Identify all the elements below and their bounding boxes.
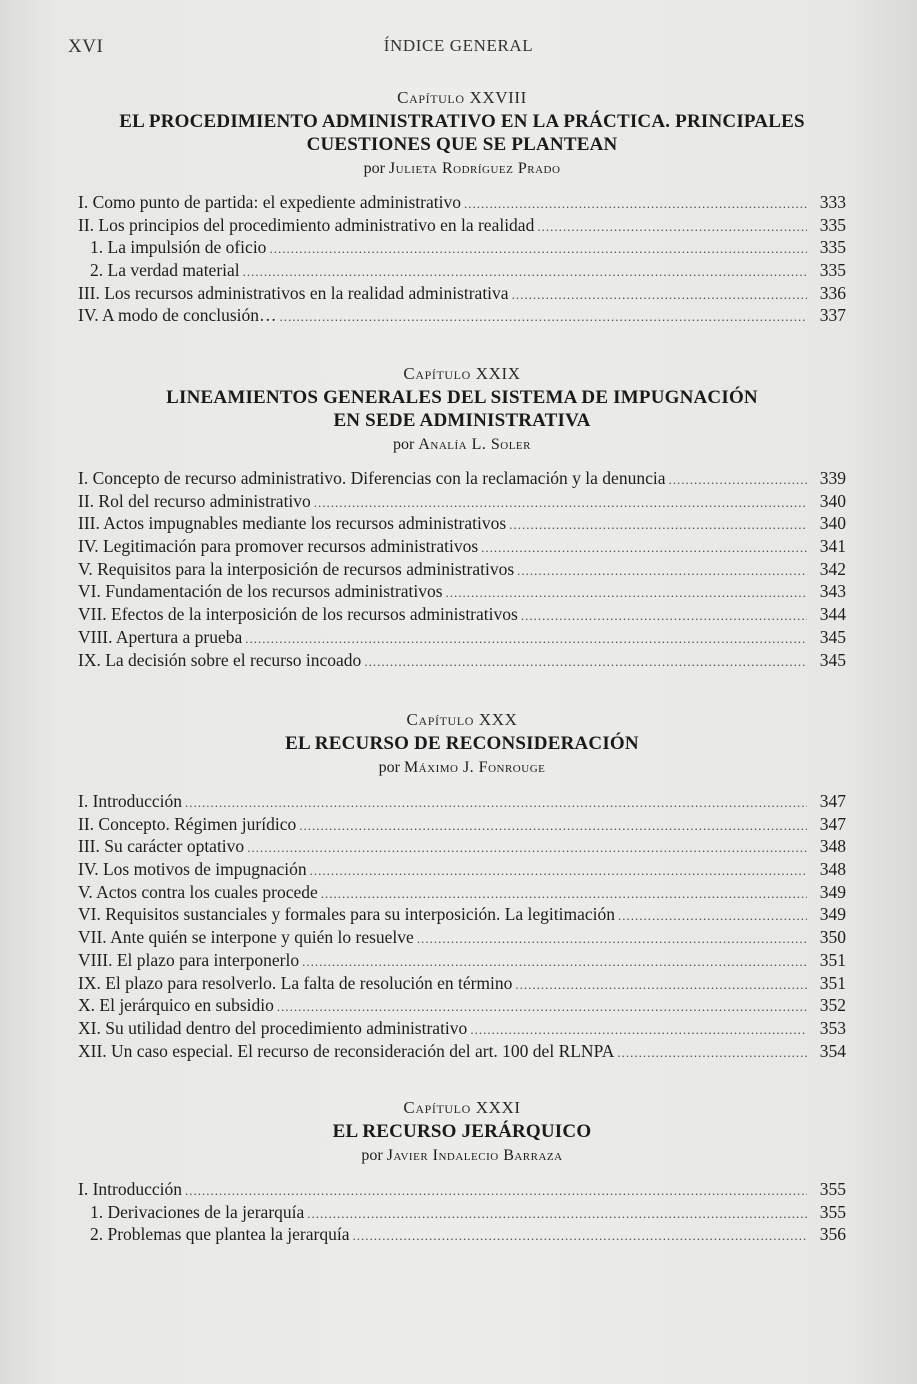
toc-entry[interactable] <box>78 535 846 558</box>
author-prefix: por <box>363 160 385 177</box>
entry-page-number: 356 <box>819 1224 846 1245</box>
author-name: Analía L. Soler <box>418 436 531 453</box>
entry-title: I. Concepto de recurso administrativo. Diferencias con la reclamación y la denuncia <box>78 468 666 488</box>
toc-entry[interactable] <box>78 835 846 858</box>
chapter-author <box>78 433 846 457</box>
toc-entry[interactable] <box>78 790 846 813</box>
entry-page-number: 347 <box>819 813 846 834</box>
entry-page-number: 340 <box>819 513 846 534</box>
entry-page-number: 337 <box>819 305 846 326</box>
chapter-title: EL RECURSO DE RECONSIDERACIÓN <box>285 733 639 754</box>
entry-title: X. El jerárquico en subsidio <box>78 995 274 1016</box>
chapter-title: EL RECURSO JERÁRQUICO <box>332 1121 592 1142</box>
entry-title: VII. Ante quién se interpone y quién lo resuelve <box>78 927 414 948</box>
dot-leader <box>307 1203 807 1226</box>
dot-leader <box>302 951 807 974</box>
toc-entry[interactable] <box>78 972 846 995</box>
entry-page-number: 348 <box>819 836 846 857</box>
chapter-author <box>78 756 846 780</box>
entry-page-number: 350 <box>819 927 846 948</box>
toc-entry[interactable] <box>78 1040 846 1063</box>
entry-page-number: 351 <box>819 972 846 993</box>
dot-leader <box>668 469 807 492</box>
dot-leader <box>464 193 807 216</box>
chapter-title: CUESTIONES QUE SE PLANTEAN <box>306 134 618 155</box>
chapter-author <box>78 1144 846 1168</box>
author-name: Máximo J. Fonrouge <box>403 759 546 776</box>
entry-title: IV. Los motivos de impugnación <box>78 859 307 880</box>
dot-leader <box>521 605 807 628</box>
toc-entry[interactable] <box>78 191 846 214</box>
dot-leader <box>537 216 807 239</box>
chapter-label: Capítulo XXIX <box>403 364 521 383</box>
author-name: Javier Indalecio Barraza <box>386 1147 563 1164</box>
dot-leader <box>417 928 807 951</box>
chapter-title: EL PROCEDIMIENTO ADMINISTRATIVO EN LA PRÁCTICA. PRINCIPALES <box>119 111 805 132</box>
dot-leader <box>243 261 807 284</box>
dot-leader <box>314 492 807 515</box>
entry-page-number: 335 <box>819 237 846 258</box>
entry-page-number: 347 <box>819 791 846 811</box>
entry-page-number: 352 <box>819 995 846 1016</box>
author-prefix: por <box>393 436 415 453</box>
entry-page-number: 348 <box>819 859 846 880</box>
entry-page-number: 355 <box>819 1201 846 1222</box>
entry-title: XI. Su utilidad dentro del procedimiento administrativo <box>78 1017 468 1038</box>
toc-entry[interactable] <box>78 304 846 327</box>
dot-leader <box>617 1042 807 1065</box>
dot-leader <box>185 1180 807 1203</box>
entry-title: V. Actos contra los cuales procede <box>78 881 318 902</box>
dot-leader <box>364 651 807 674</box>
entry-title: III. Los recursos administrativos en la realidad administrativa <box>78 282 509 303</box>
toc-entry[interactable] <box>78 467 846 490</box>
entry-title: 1. La impulsión de oficio <box>90 237 267 258</box>
toc-entry[interactable] <box>78 214 846 237</box>
entry-title: V. Requisitos para la interposición de recursos administrativos <box>78 558 515 579</box>
dot-leader <box>618 905 807 928</box>
chapter-title: LINEAMIENTOS GENERALES DEL SISTEMA DE IMPUGNACIÓN <box>166 387 758 408</box>
entry-page-number: 354 <box>819 1040 846 1061</box>
entry-page-number: 349 <box>819 904 846 925</box>
entry-page-number: 339 <box>819 468 846 488</box>
toc-entry[interactable] <box>78 649 846 672</box>
chapter-section <box>78 362 846 671</box>
entry-title: VII. Efectos de la interposición de los recursos administrativos <box>78 604 518 625</box>
entry-page-number: 341 <box>819 536 846 557</box>
entry-title: II. Los principios del procedimiento administrativo en la realidad <box>78 214 535 235</box>
toc-entries <box>78 790 846 1062</box>
toc-entry[interactable] <box>78 1017 846 1040</box>
entry-title: I. Introducción <box>78 791 182 811</box>
entry-title: II. Concepto. Régimen jurídico <box>78 813 297 834</box>
dot-leader <box>247 837 807 860</box>
entry-page-number: 355 <box>819 1179 846 1199</box>
toc-entry[interactable] <box>78 603 846 626</box>
entry-title: VIII. El plazo para interponerlo <box>78 949 300 970</box>
entry-title: VI. Requisitos sustanciales y formales para su interposición. La legitimación <box>78 904 616 925</box>
author-name: Julieta Rodríguez Prado <box>388 160 561 177</box>
toc-entry[interactable] <box>78 1223 846 1246</box>
toc-entry[interactable] <box>78 580 846 603</box>
entry-title: IV. Legitimación para promover recursos administrativos <box>78 536 479 557</box>
dot-leader <box>321 883 807 906</box>
dot-leader <box>470 1019 807 1042</box>
entry-title: I. Como punto de partida: el expediente administrativo <box>78 192 461 212</box>
dot-leader <box>280 306 808 329</box>
entry-page-number: 353 <box>819 1017 846 1038</box>
author-prefix: por <box>378 759 400 776</box>
chapter-label: Capítulo XXVIII <box>397 88 527 107</box>
entry-page-number: 343 <box>819 581 846 602</box>
toc-entry[interactable] <box>78 903 846 926</box>
dot-leader <box>310 860 807 883</box>
entry-page-number: 345 <box>819 649 846 670</box>
chapter-title: EN SEDE ADMINISTRATIVA <box>333 410 591 431</box>
toc-entry[interactable] <box>78 259 846 282</box>
chapter-section <box>78 708 846 1062</box>
chapter-label: Capítulo XXX <box>406 710 518 729</box>
entry-title: XII. Un caso especial. El recurso de reconsideración del art. 100 del RLNPA <box>78 1040 615 1061</box>
toc-entry[interactable] <box>78 558 846 581</box>
author-prefix: por <box>361 1147 383 1164</box>
toc-entry[interactable] <box>78 626 846 649</box>
toc-entry[interactable] <box>78 1201 846 1224</box>
page-number: XVI <box>68 36 104 57</box>
entry-title: II. Rol del recurso administrativo <box>78 490 311 511</box>
dot-leader <box>185 792 807 815</box>
dot-leader <box>299 815 807 838</box>
entry-title: III. Su carácter optativo <box>78 836 245 857</box>
entry-title: I. Introducción <box>78 1179 182 1199</box>
toc-entry[interactable] <box>78 813 846 836</box>
dot-leader <box>509 514 807 537</box>
dot-leader <box>446 582 807 605</box>
toc-entry[interactable] <box>78 881 846 904</box>
entry-title: IX. La decisión sobre el recurso incoado <box>78 649 362 670</box>
entry-page-number: 333 <box>819 192 846 212</box>
running-head: ÍNDICE GENERAL <box>383 36 534 55</box>
entry-page-number: 351 <box>819 949 846 970</box>
toc-entries <box>78 1178 846 1246</box>
toc-entry[interactable] <box>78 926 846 949</box>
dot-leader <box>512 284 807 307</box>
entry-page-number: 336 <box>819 282 846 303</box>
page-header <box>68 36 849 60</box>
toc-entry[interactable] <box>78 1178 846 1201</box>
entry-title: III. Actos impugnables mediante los recursos administrativos <box>78 513 507 534</box>
dot-leader <box>517 560 807 583</box>
toc-entry[interactable] <box>78 282 846 305</box>
toc-entry[interactable] <box>78 490 846 513</box>
dot-leader <box>277 996 807 1019</box>
entry-page-number: 335 <box>819 214 846 235</box>
entry-page-number: 344 <box>819 604 846 625</box>
toc-entry[interactable] <box>78 512 846 535</box>
dot-leader <box>269 238 807 261</box>
toc-entry[interactable] <box>78 949 846 972</box>
entry-title: 2. La verdad material <box>90 260 240 281</box>
toc-entries <box>78 191 846 327</box>
toc-entry[interactable] <box>78 858 846 881</box>
dot-leader <box>515 974 807 997</box>
dot-leader <box>481 537 807 560</box>
toc-entry[interactable] <box>78 994 846 1017</box>
toc-entries <box>78 467 846 671</box>
entry-page-number: 349 <box>819 881 846 902</box>
entry-page-number: 342 <box>819 558 846 579</box>
entry-title: IV. A modo de conclusión… <box>78 305 277 326</box>
entry-title: VIII. Apertura a prueba <box>78 626 243 647</box>
chapter-author <box>78 157 846 181</box>
toc-entry[interactable] <box>78 236 846 259</box>
entry-page-number: 340 <box>819 490 846 511</box>
entry-title: VI. Fundamentación de los recursos administrativos <box>78 581 443 602</box>
entry-page-number: 345 <box>819 626 846 647</box>
chapter-section <box>78 1096 846 1246</box>
chapter-section <box>78 86 846 327</box>
entry-page-number: 335 <box>819 260 846 281</box>
chapter-label: Capítulo XXXI <box>403 1098 521 1117</box>
dot-leader <box>245 628 807 651</box>
entry-title: 1. Derivaciones de la jerarquía <box>90 1201 305 1222</box>
dot-leader <box>352 1225 807 1248</box>
entry-title: 2. Problemas que plantea la jerarquía <box>90 1224 350 1245</box>
entry-title: IX. El plazo para resolverlo. La falta de resolución en término <box>78 972 513 993</box>
